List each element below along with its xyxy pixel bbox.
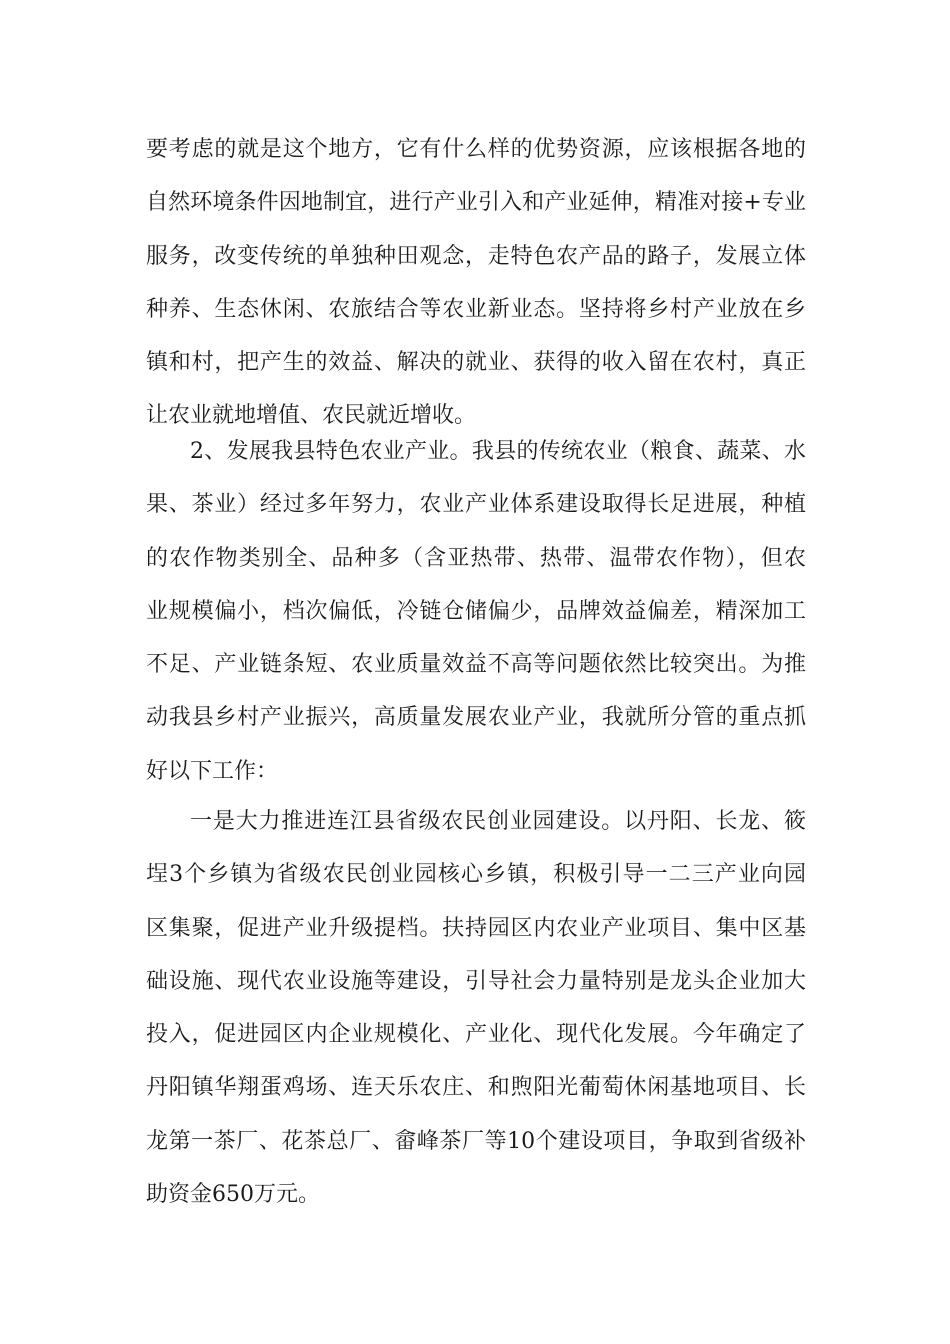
text-line: 投入，促进园区内企业规模化、产业化、现代化发展。今年确定了: [146, 1022, 806, 1048]
text-line: 业规模偏小，档次偏低，冷链仓储偏少，品牌效益偏差，精深加工: [146, 598, 806, 624]
text-line: 让农业就地增值、农民就近增收。: [146, 403, 477, 429]
text-line: 区集聚，促进产业升级提档。扶持园区内农业产业项目、集中区基: [146, 915, 806, 941]
text-line: 种养、生态休闲、农旅结合等农业新业态。坚持将乡村产业放在乡: [146, 296, 806, 322]
paragraph-2: [146, 425, 806, 798]
text-line: 2、发展我县特色农业产业。我县的传统农业（粮食、蔬菜、水: [190, 439, 806, 464]
text-line: 不足、产业链条短、农业质量效益不高等问题依然比较突出。为推: [146, 652, 806, 678]
text-line: 一是大力推进连江县省级农民创业园建设。以丹阳、长龙、筱: [190, 809, 806, 834]
text-line: 镇和村，把产生的效益、解决的就业、获得的收入留在农村，真正: [146, 350, 806, 376]
text-line: 果、茶业）经过多年努力，农业产业体系建设取得长足进展，种植: [146, 492, 806, 518]
text-line: 丹阳镇华翔蛋鸡场、连天乐农庄、和煦阳光葡萄休闲基地项目、长: [146, 1075, 806, 1101]
text-line: 要考虑的就是这个地方，它有什么样的优势资源，应该根据各地的: [146, 137, 806, 162]
text-line: 龙第一茶厂、花茶总厂、畲峰茶厂等10个建设项目，争取到省级补: [146, 1128, 806, 1154]
text-line: 自然环境条件因地制宜，进行产业引入和产业延伸，精准对接+专业: [146, 190, 806, 216]
text-line: 的农作物类别全、品种多（含亚热带、热带、温带农作物），但农: [146, 545, 806, 571]
text-line: 动我县乡村产业振兴，高质量发展农业产业，我就所分管的重点抓: [146, 705, 806, 731]
text-line: 础设施、现代农业设施等建设，引导社会力量特别是龙头企业加大: [146, 968, 806, 994]
text-line: 服务，改变传统的单独种田观念，走特色农产品的路子，发展立体: [146, 243, 806, 269]
paragraph-3: [146, 795, 806, 1221]
text-line: 助资金650万元。: [146, 1182, 320, 1208]
text-line: 埕3个乡镇为省级农民创业园核心乡镇，积极引导一二三产业向园: [146, 862, 806, 888]
text-line: 好以下工作：: [146, 758, 279, 784]
paragraph-1: [146, 123, 806, 443]
